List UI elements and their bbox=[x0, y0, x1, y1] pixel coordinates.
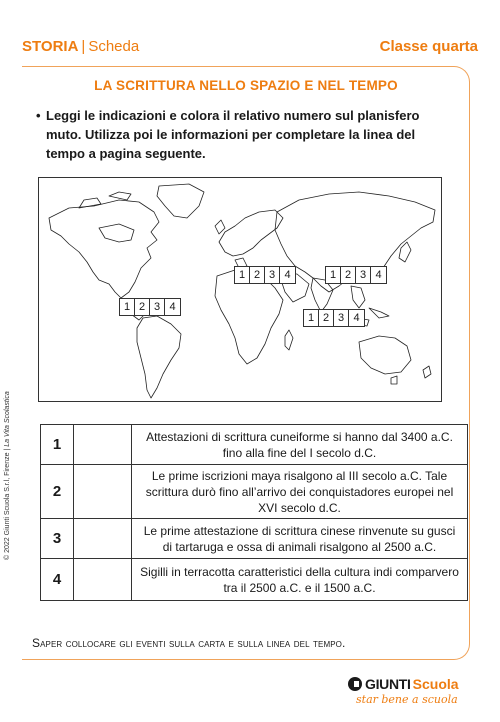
logo-row bbox=[348, 676, 478, 692]
map-box-mediterraneo[interactable] bbox=[234, 266, 296, 284]
row-number: 3 bbox=[41, 519, 74, 559]
header-separator: | bbox=[81, 38, 86, 55]
box-number-1[interactable]: 1 bbox=[304, 310, 319, 326]
logo-g-icon bbox=[348, 677, 362, 691]
row-description: Sigilli in terracotta caratteristici della cultura indi comparvero tra il 2500 a.C. e il 1500 a.C. bbox=[132, 559, 468, 601]
logo-brand-b: Scuola bbox=[412, 676, 459, 692]
box-number-4[interactable]: 4 bbox=[375, 269, 382, 281]
box-number-4[interactable]: 4 bbox=[284, 269, 291, 281]
row-number: 1 bbox=[41, 425, 74, 465]
box-number-1[interactable]: 1 bbox=[120, 299, 135, 315]
bullet-icon: • bbox=[36, 108, 41, 123]
publisher-logo bbox=[348, 676, 478, 716]
row-description: Attestazioni di scrittura cuneiforme si hanno dal 3400 a.C. fino alla fine del I secolo d.C. bbox=[132, 425, 468, 465]
color-cell[interactable] bbox=[74, 425, 132, 465]
table-row bbox=[41, 465, 468, 519]
table-row bbox=[41, 559, 468, 601]
row-number: 2 bbox=[41, 465, 74, 519]
table-row bbox=[41, 519, 468, 559]
world-map-outline bbox=[39, 178, 443, 403]
box-number-4[interactable]: 4 bbox=[169, 301, 176, 313]
box-number-2[interactable]: 2 bbox=[250, 267, 265, 283]
instructions-text: Leggi le indicazioni e colora il relativo numero sul planisfero muto. Utilizza poi le informazioni per completare la linea del tempo a pagina seguente. bbox=[46, 108, 420, 161]
instructions bbox=[36, 106, 456, 163]
logo-brand-a: GIUNTI bbox=[365, 676, 411, 692]
page-title: LA SCRITTURA NELLO SPAZIO E NEL TEMPO bbox=[94, 78, 398, 93]
events-table bbox=[40, 424, 468, 601]
color-cell[interactable] bbox=[74, 465, 132, 519]
box-number-3[interactable]: 3 bbox=[356, 267, 371, 283]
map-box-cina[interactable] bbox=[325, 266, 387, 284]
row-description: Le prime attestazione di scrittura cinese rinvenute su gusci di tartaruga e ossa di animali risalgono al 2500 a.C. bbox=[132, 519, 468, 559]
row-number: 4 bbox=[41, 559, 74, 601]
box-number-4[interactable]: 4 bbox=[353, 312, 360, 324]
learning-objective bbox=[32, 636, 345, 650]
world-map bbox=[38, 177, 442, 402]
class-label: Classe quarta bbox=[379, 38, 478, 55]
box-number-3[interactable]: 3 bbox=[334, 310, 349, 326]
subject-name: STORIA bbox=[22, 38, 79, 55]
box-number-2[interactable]: 2 bbox=[341, 267, 356, 283]
color-cell[interactable] bbox=[74, 519, 132, 559]
map-box-india[interactable] bbox=[303, 309, 365, 327]
logo-tagline: star bene a scuola bbox=[356, 693, 458, 706]
map-box-america[interactable] bbox=[119, 298, 181, 316]
box-number-3[interactable]: 3 bbox=[265, 267, 280, 283]
doc-type: Scheda bbox=[88, 38, 140, 55]
row-description: Le prime iscrizioni maya risalgono al III secolo a.C. Tale scrittura durò fino all’arrivo dei conquistadores europei nel XVI secolo d.C. bbox=[132, 465, 468, 519]
table-row bbox=[41, 425, 468, 465]
learning-objective-text: Saper collocare gli eventi sulla carta e sulla linea del tempo. bbox=[32, 636, 346, 650]
copyright-main: © 2022 Giunti Scuola S.r.l, Firenze | bbox=[4, 446, 11, 560]
box-number-2[interactable]: 2 bbox=[135, 299, 150, 315]
color-cell[interactable] bbox=[74, 559, 132, 601]
copyright-italic: La Vita Scolastica bbox=[4, 391, 11, 447]
box-number-2[interactable]: 2 bbox=[319, 310, 334, 326]
copyright-notice bbox=[4, 391, 11, 560]
box-number-1[interactable]: 1 bbox=[326, 267, 341, 283]
subject-label bbox=[22, 38, 139, 55]
box-number-1[interactable]: 1 bbox=[235, 267, 250, 283]
box-number-3[interactable]: 3 bbox=[150, 299, 165, 315]
page-header bbox=[22, 38, 478, 60]
